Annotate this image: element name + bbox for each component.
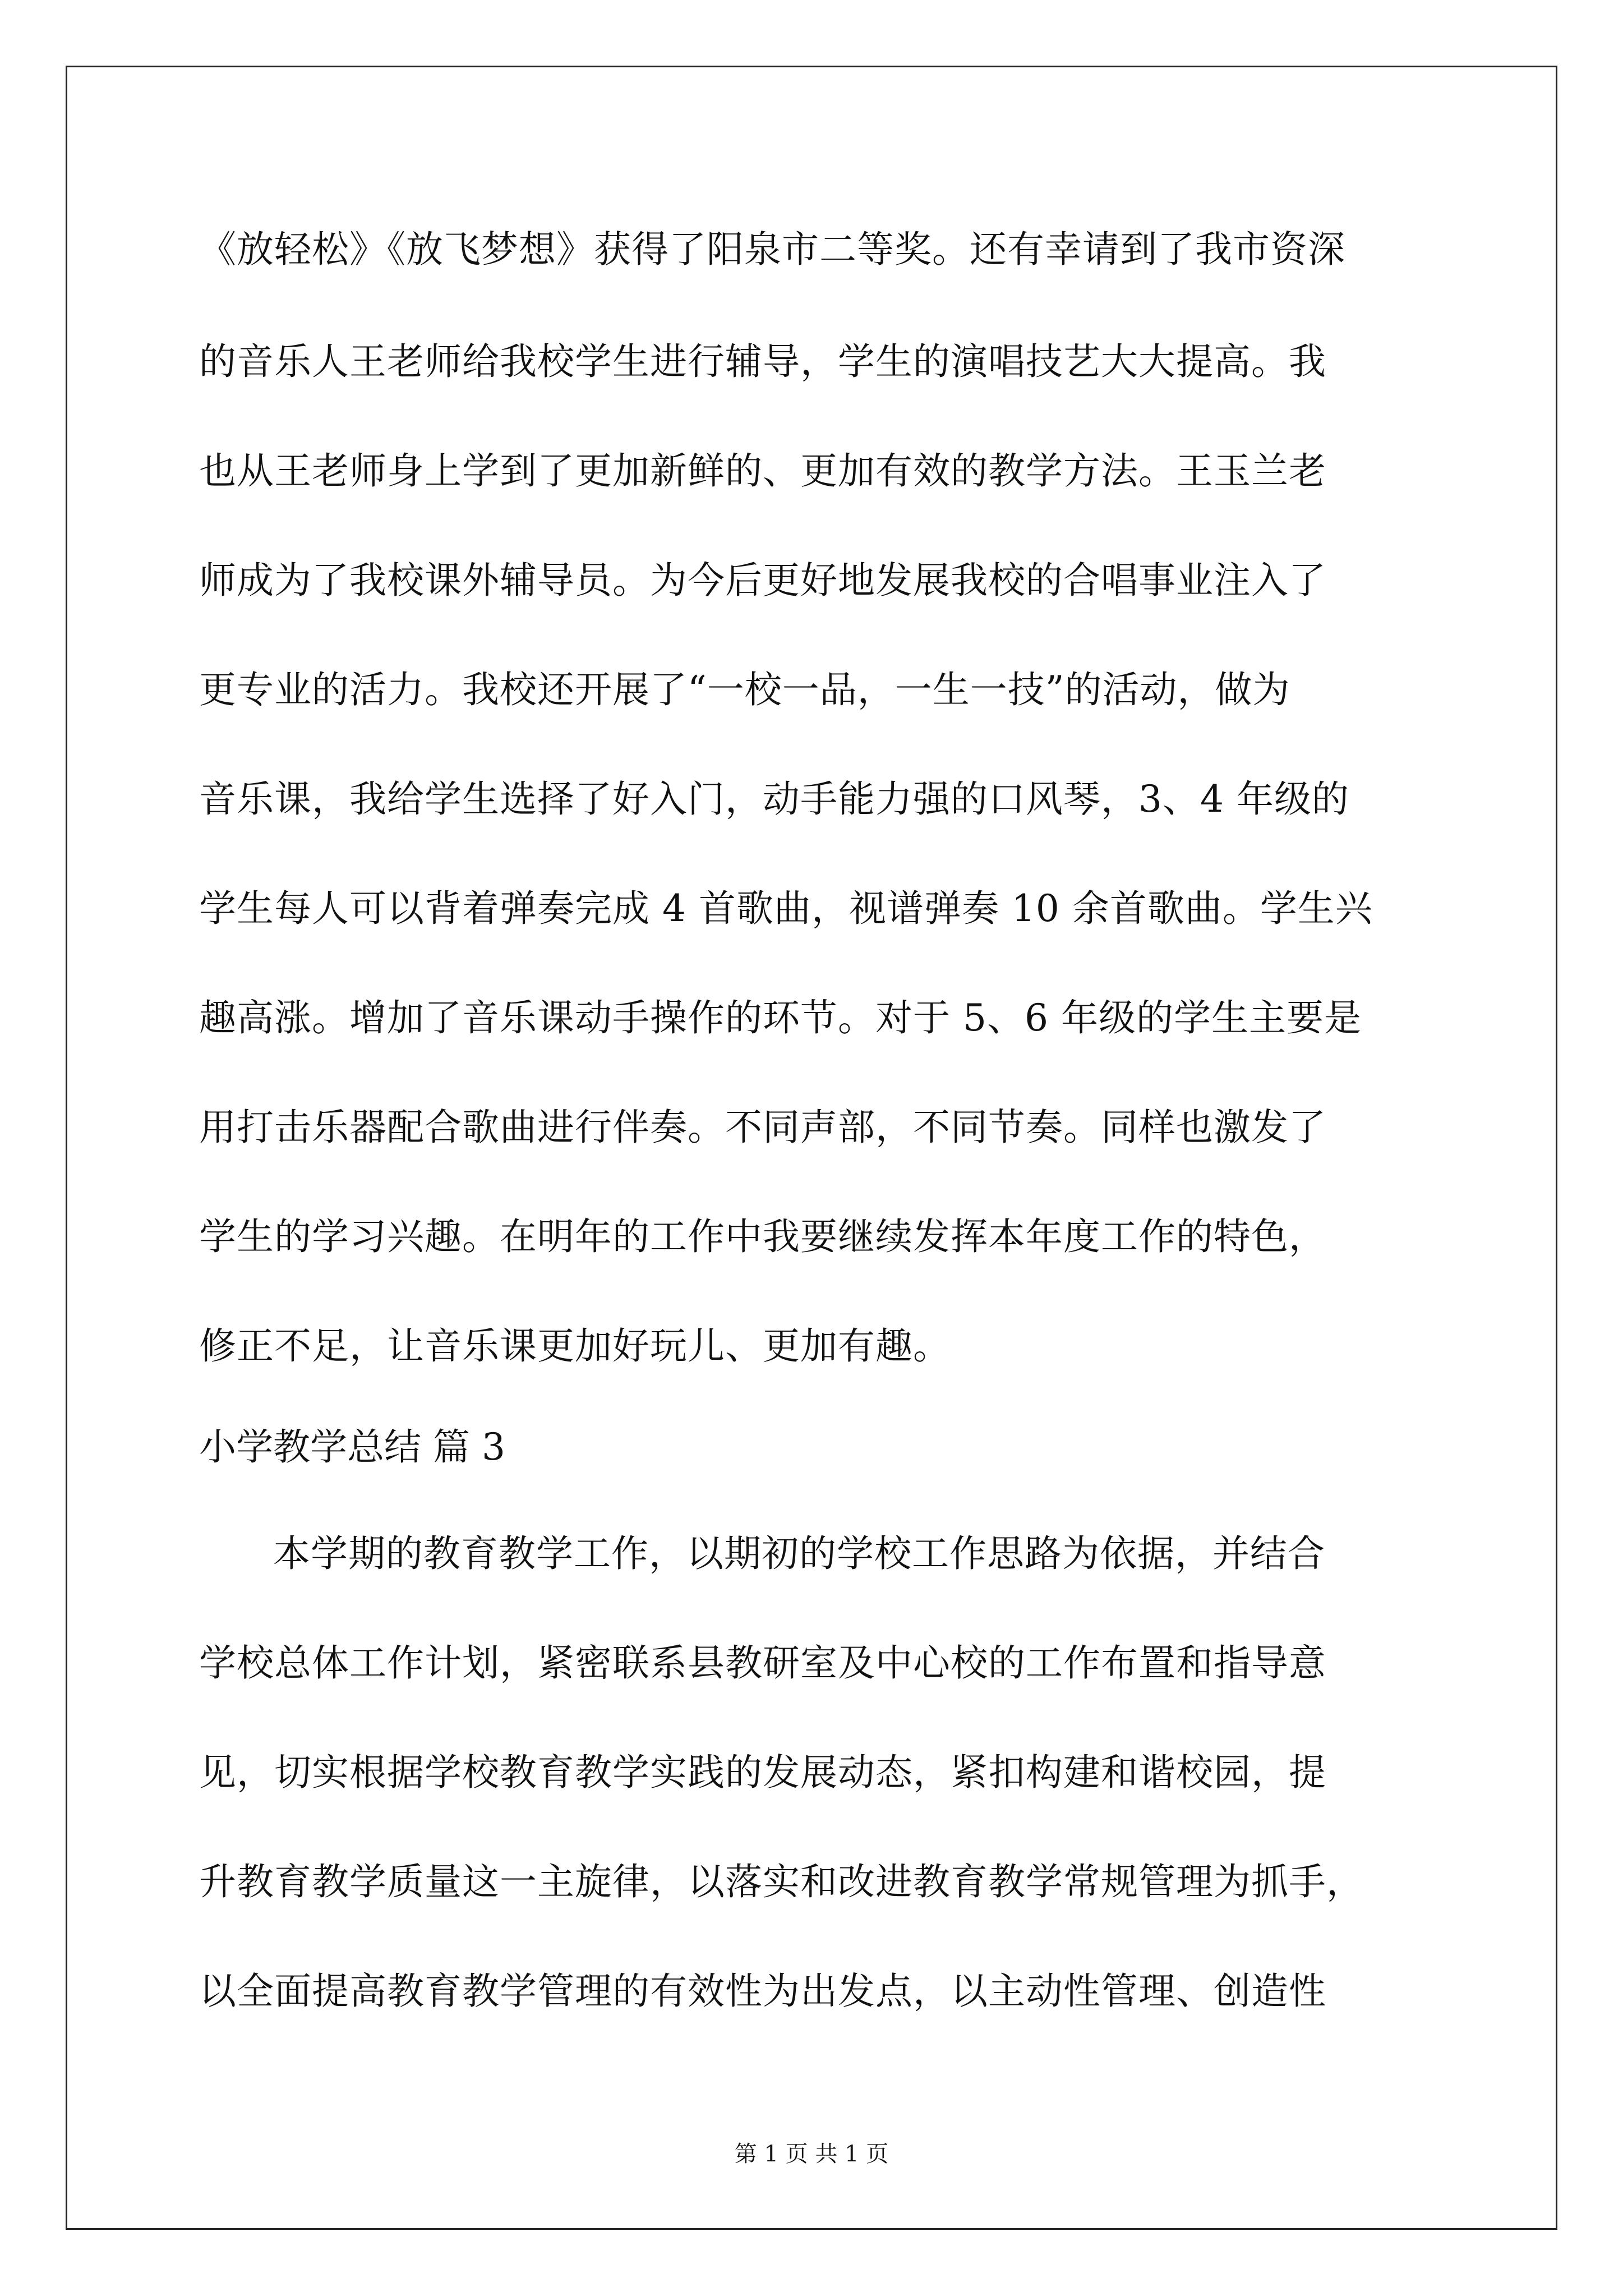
paragraph-1-line: 学生的学习兴趣。在明年的工作中我要继续发挥本年度工作的特色， (199, 1215, 1326, 1258)
paragraph-1-line: 修正不足，让音乐课更加好玩儿、更加有趣。 (199, 1324, 951, 1368)
paragraph-1-line: 师成为了我校课外辅导员。为今后更好地发展我校的合唱事业注入了 (199, 559, 1326, 602)
paragraph-2-line: 见，切实根据学校教育教学实践的发展动态，紧扣构建和谐校园，提 (199, 1751, 1326, 1794)
section-heading: 小学教学总结 篇 3 (199, 1425, 505, 1469)
paragraph-2-line: 升教育教学质量这一主旋律，以落实和改进教育教学常规管理为抓手， (199, 1860, 1364, 1903)
paragraph-2-line: 本学期的教育教学工作，以期初的学校工作思路为依据，并结合 (273, 1532, 1325, 1575)
paragraph-1-line: 学生每人可以背着弹奏完成 4 首歌曲，视谱弹奏 10 余首歌曲。学生兴 (199, 887, 1373, 930)
paragraph-1-line: 《放轻松》《放飞梦想》获得了阳泉市二等奖。还有幸请到了我市资深 (199, 228, 1345, 271)
paragraph-1-line: 的音乐人王老师给我校学生进行辅导，学生的演唱技艺大大提高。我 (199, 340, 1326, 383)
page-number-footer: 第 1 页 共 1 页 (734, 2141, 889, 2167)
paragraph-1-line: 也从王老师身上学到了更加新鲜的、更加有效的教学方法。王玉兰老 (199, 449, 1326, 493)
paragraph-1-line: 更专业的活力。我校还开展了“一校一品，一生一技”的活动，做为 (199, 668, 1290, 711)
paragraph-1-line: 趣高涨。增加了音乐课动手操作的环节。对于 5、6 年级的学生主要是 (199, 996, 1362, 1039)
paragraph-2-line: 学校总体工作计划，紧密联系县教研室及中心校的工作布置和指导意 (199, 1641, 1326, 1685)
paragraph-1-line: 音乐课，我给学生选择了好入门，动手能力强的口风琴，3、4 年级的 (199, 777, 1349, 821)
paragraph-1-line: 用打击乐器配合歌曲进行伴奏。不同声部，不同节奏。同样也激发了 (199, 1106, 1326, 1149)
paragraph-2-line: 以全面提高教育教学管理的有效性为出发点，以主动性管理、创造性 (199, 1970, 1326, 2013)
